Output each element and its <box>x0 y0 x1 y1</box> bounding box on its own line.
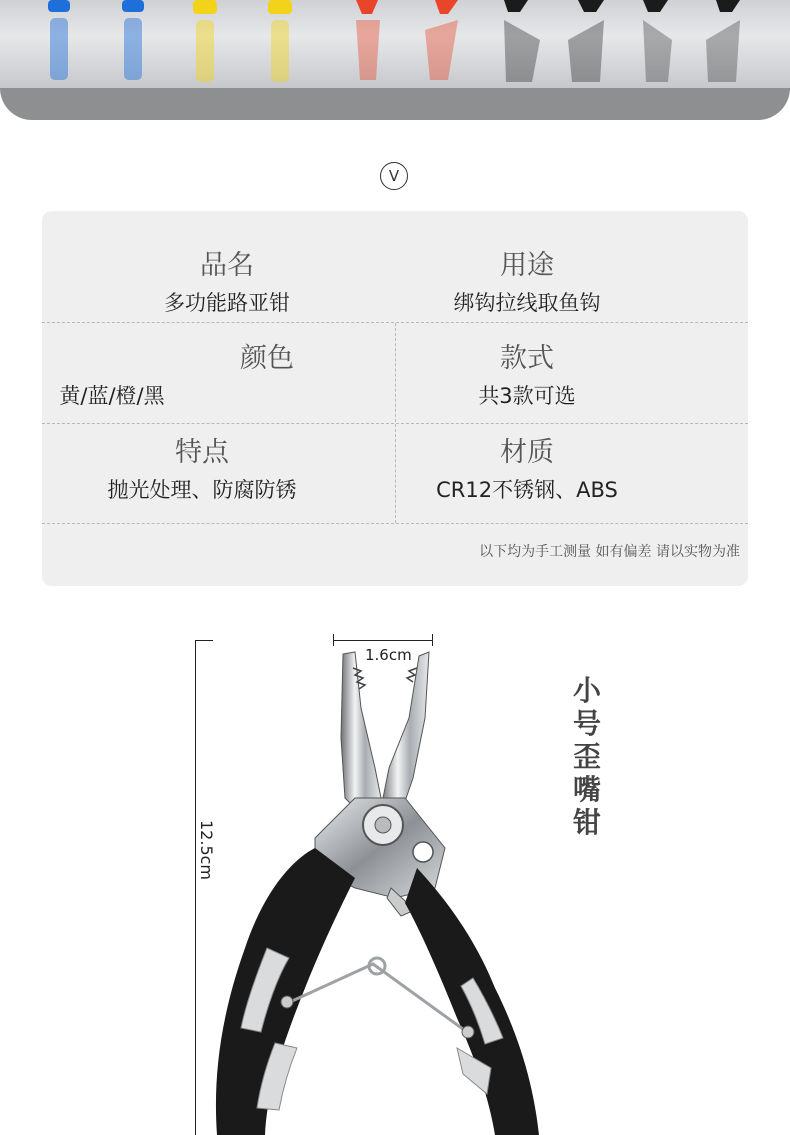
spec-use-value: 绑钩拉线取鱼钩 <box>453 291 601 315</box>
length-dimension-label: 12.5cm <box>197 820 216 881</box>
blue-reflection <box>124 18 142 80</box>
section-marker-letter: V <box>388 167 400 185</box>
section-marker <box>380 162 408 190</box>
blue-reflection <box>50 18 68 80</box>
black-reflection <box>504 20 540 82</box>
spec-material-cell <box>382 436 672 504</box>
width-dimension-tick-left <box>333 634 334 646</box>
black-handle-tip <box>504 0 528 12</box>
black-reflection <box>643 20 672 82</box>
length-dimension-line <box>195 640 196 1135</box>
orange-handle-tip <box>356 0 378 14</box>
width-dimension-label: 1.6cm <box>365 646 412 664</box>
spec-color-value: 黄/蓝/橙/黑 <box>59 384 165 408</box>
spec-table <box>42 211 748 586</box>
banner-display-base <box>0 88 790 120</box>
plier-left-handle <box>216 848 355 1135</box>
orange-handle-tip <box>435 0 458 14</box>
yellow-reflection <box>271 20 289 82</box>
orange-reflection <box>425 20 458 80</box>
plier-tips-illustration <box>0 0 790 90</box>
product-title-char: 钳 <box>572 806 601 839</box>
spec-use-label: 用途 <box>500 250 554 281</box>
product-title-char: 嘴 <box>572 773 601 806</box>
spec-name-label: 品名 <box>200 250 254 281</box>
spec-style-cell <box>382 342 672 410</box>
yellow-handle-tip <box>268 0 292 14</box>
length-dimension-tick <box>195 640 213 641</box>
width-dimension-tick-right <box>432 634 433 646</box>
black-reflection <box>706 20 740 82</box>
orange-reflection <box>356 20 380 80</box>
black-handle-tip <box>716 0 740 12</box>
spec-color-label: 颜色 <box>240 343 294 374</box>
spec-material-value: CR12不锈钢、ABS <box>436 478 618 502</box>
spring-pin <box>281 996 293 1008</box>
black-reflection <box>568 20 604 82</box>
row-divider <box>42 423 748 424</box>
row-divider <box>42 523 748 524</box>
product-title-char: 号 <box>572 707 601 740</box>
black-handle-tip <box>578 0 604 12</box>
product-title-vertical <box>570 674 604 839</box>
yellow-handle-tip <box>193 0 217 14</box>
black-handle-tip <box>643 0 668 12</box>
spec-feature-cell <box>82 436 402 504</box>
spec-material-label: 材质 <box>500 437 554 468</box>
product-title-char: 小 <box>572 674 601 707</box>
blue-handle-tip <box>48 0 70 12</box>
yellow-reflection <box>196 20 214 82</box>
spec-name-cell <box>82 249 372 317</box>
width-dimension-line <box>333 640 433 641</box>
spec-color-cell <box>59 342 412 410</box>
spec-style-value: 共3款可选 <box>478 384 576 408</box>
spec-feature-value: 抛光处理、防腐防锈 <box>107 478 297 502</box>
product-color-banner <box>0 0 790 120</box>
spec-use-cell <box>382 249 672 317</box>
spec-style-label: 款式 <box>500 343 554 374</box>
spring-pin <box>462 1026 474 1038</box>
pivot-screw-head <box>375 817 391 833</box>
pivot-hole <box>413 842 433 862</box>
plier-right-jaw <box>381 652 429 813</box>
spec-name-value: 多功能路亚钳 <box>164 291 290 315</box>
plier-product-image <box>205 648 545 1135</box>
product-title-char: 歪 <box>572 740 601 773</box>
measurement-note: 以下均为手工测量 如有偏差 请以实物为准 <box>479 544 740 560</box>
spec-feature-label: 特点 <box>175 437 229 468</box>
blue-handle-tip <box>122 0 144 12</box>
